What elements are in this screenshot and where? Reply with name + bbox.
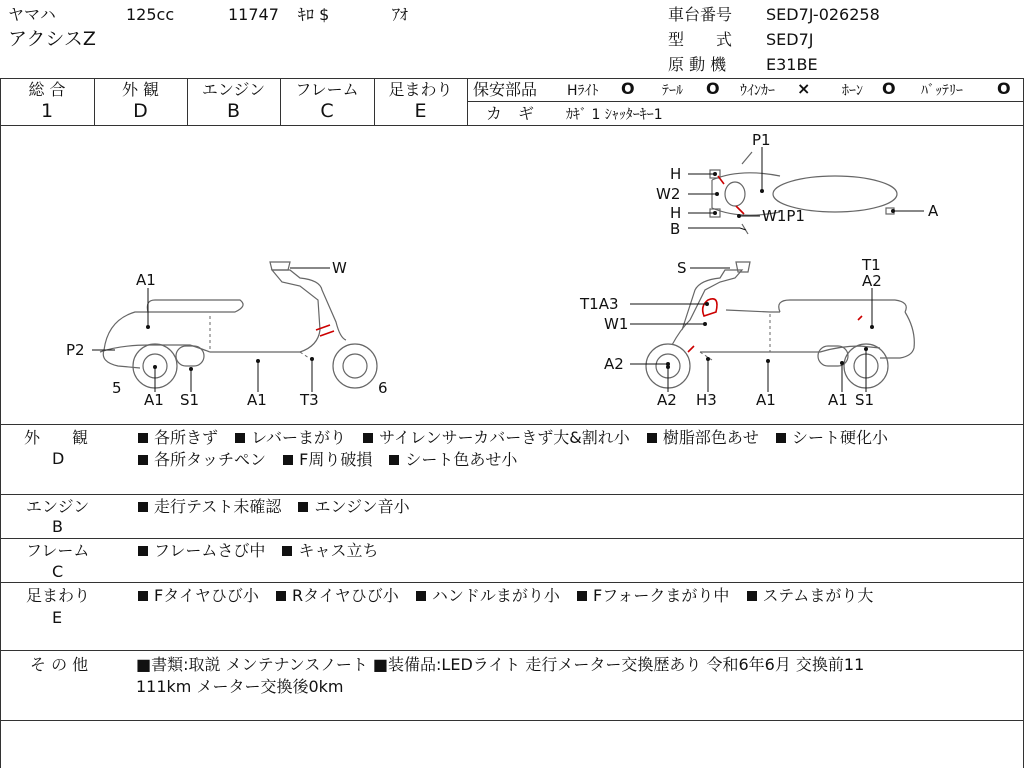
maker: ヤマハ [8, 5, 56, 24]
scooter-right-view [579, 256, 914, 409]
label-a: A [928, 202, 939, 220]
bullet [647, 433, 657, 443]
color: ｱｵ [392, 5, 409, 24]
winker-status: × [797, 79, 811, 98]
bullet [298, 502, 308, 512]
notes-exterior-label: 外 観 [24, 428, 89, 447]
label-5: 5 [112, 379, 122, 397]
headlight-label: Hﾗｲﾄ [567, 83, 599, 99]
horn-label: ﾎｰﾝ [842, 83, 863, 99]
engine-label: エンジン [201, 80, 266, 99]
label-a1: A1 [136, 271, 156, 289]
note-item: Fフォークまがり中 [593, 586, 730, 605]
label-t1a3: T1A3 [580, 295, 619, 313]
bullet [138, 455, 148, 465]
frame-number-label: 車台番号 [668, 5, 733, 24]
note-item: 各所きず [154, 428, 219, 447]
horn-status: O [882, 79, 896, 98]
engine-notes [138, 498, 422, 516]
bullet [138, 591, 148, 601]
bullet [138, 433, 148, 443]
mileage: 11747 [228, 5, 279, 24]
exterior-grade: D [133, 100, 148, 122]
bullet [416, 591, 426, 601]
bullet [389, 455, 399, 465]
headlight-status: O [621, 79, 635, 98]
bullet [363, 433, 373, 443]
scooter-left-view [66, 259, 388, 409]
notes-other-label: そ の 他 [30, 655, 89, 674]
label-p2: P2 [66, 341, 85, 359]
note-item: ハンドルまがり小 [431, 586, 560, 605]
exterior-notes-line-2 [138, 451, 529, 469]
note-item: 樹脂部色あせ [662, 428, 759, 447]
label-w: W [332, 259, 347, 277]
bullet [747, 591, 757, 601]
label-a1: A1 [247, 391, 267, 409]
label-h: H [670, 204, 682, 222]
note-item: サイレンサーカバーきず大&割れ小 [379, 428, 630, 447]
label-s1: S1 [180, 391, 200, 409]
notes-suspension-label: 足まわり [26, 586, 91, 605]
notes-engine-label: エンジン [26, 497, 90, 516]
note-item: レバーまがり [251, 428, 346, 447]
exterior-label: 外 観 [121, 80, 160, 99]
frame-number: SED7J-026258 [766, 5, 880, 24]
bullet [577, 591, 587, 601]
winker-label: ｳｲﾝｶｰ [740, 83, 775, 99]
overall-grade: 1 [40, 100, 54, 122]
label-t1: T1 [862, 256, 881, 274]
type-label: 型 式 [668, 30, 733, 49]
label-w1p1: W1P1 [762, 207, 805, 225]
note-item: シート色あせ小 [405, 450, 518, 469]
notes-frame-grade: C [52, 562, 64, 581]
scooter-top-view [656, 131, 939, 238]
key-value: ｶｷﾞ 1 ｼｬｯﾀｰｷｰ1 [566, 107, 663, 123]
label-a2: A2 [862, 272, 882, 290]
label-h: H [670, 165, 682, 183]
note-item: キャス立ち [298, 541, 379, 560]
bullet [235, 433, 245, 443]
suspension-label: 足まわり [388, 80, 453, 99]
note-item: ステムまがり大 [762, 586, 874, 605]
safety-parts-label: 保安部品 [473, 80, 538, 99]
label-t3: T3 [300, 391, 319, 409]
label-a1: A1 [828, 391, 848, 409]
suspension-notes [138, 587, 885, 605]
notes-engine-grade: B [52, 517, 63, 536]
bullet [282, 546, 292, 556]
frame-grade: C [320, 100, 334, 122]
note-item: Rタイヤひび小 [291, 586, 399, 605]
label-a2: A2 [657, 391, 677, 409]
label-p1: P1 [752, 131, 771, 149]
other-notes-line-2: 111km メーター交換後0km [136, 677, 344, 696]
overall-label: 総 合 [28, 80, 66, 99]
label-a1: A1 [144, 391, 164, 409]
note-item: 走行テスト未確認 [154, 497, 282, 516]
notes-exterior-grade: D [52, 449, 65, 468]
frame-notes [138, 542, 390, 560]
label-a2: A2 [604, 355, 624, 373]
bullet [276, 591, 286, 601]
frame-label: フレーム [295, 80, 359, 99]
battery-status: O [997, 79, 1011, 98]
note-item: Fタイヤひび小 [154, 586, 259, 605]
label-b: B [670, 220, 681, 238]
engine-model-label: 原 動 機 [668, 55, 727, 74]
label-h3: H3 [696, 391, 717, 409]
label-s1: S1 [855, 391, 875, 409]
bullet [138, 502, 148, 512]
note-item: フレームさび中 [154, 541, 266, 560]
label-a1: A1 [756, 391, 776, 409]
note-item: エンジン音小 [314, 497, 410, 516]
label-6: 6 [378, 379, 388, 397]
label-w2: W2 [656, 185, 681, 203]
displacement: 125cc [126, 5, 175, 24]
key-label: カ ギ [486, 104, 535, 123]
model-name: アクシスZ [8, 28, 96, 50]
tail-status: O [706, 79, 720, 98]
bullet [283, 455, 293, 465]
suspension-grade: E [414, 100, 427, 122]
notes-suspension-grade: E [52, 608, 63, 627]
type-value: SED7J [766, 30, 814, 49]
other-notes-line-1: ■書類:取説 メンテナンスノート ■装備品:LEDライト 走行メーター交換歴あり 令和6年6月 交換前11 [136, 655, 865, 674]
label-s: S [677, 259, 687, 277]
bullet [138, 546, 148, 556]
label-w1: W1 [604, 315, 629, 333]
tail-label: ﾃｰﾙ [662, 83, 683, 99]
battery-label: ﾊﾞｯﾃﾘｰ [921, 83, 963, 99]
engine-model: E31BE [766, 55, 818, 74]
engine-grade: B [226, 100, 241, 122]
notes-frame-label: フレーム [26, 541, 90, 560]
note-item: シート硬化小 [791, 428, 888, 447]
note-item: 各所タッチペン [154, 450, 267, 469]
exterior-notes-line-1 [138, 429, 900, 447]
mileage-unit: ｷﾛ $ [298, 5, 330, 24]
note-item: F周り破損 [299, 450, 373, 469]
bullet [776, 433, 786, 443]
